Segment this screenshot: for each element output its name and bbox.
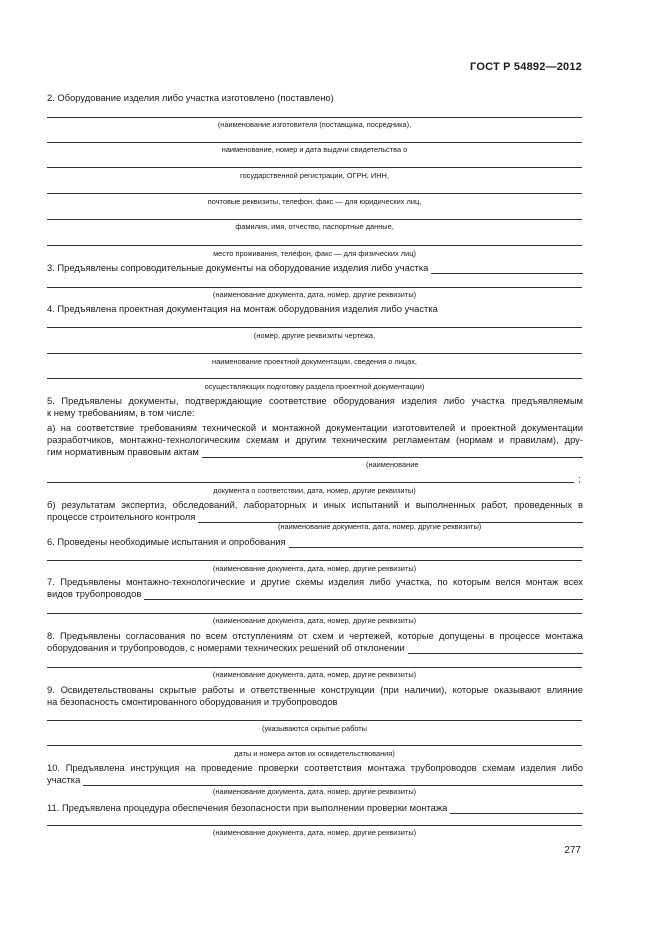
item-7-line-2: видов трубопроводов [47, 588, 142, 599]
item-5a-line-2: разработчиков, монтажно-технологическим схемам и другим техническим регламентам (нормам и правилам), дру- [47, 434, 583, 445]
item-5-line-2: к нему требованиям, в том числе: [47, 407, 195, 418]
fill-line[interactable] [47, 353, 582, 354]
item-2-caption-2: наименование, номер и дата выдачи свидетельства о [221, 145, 408, 154]
item-9-caption-1: (указываются скрытые работы [262, 724, 367, 733]
item-7-caption: (наименование документа, дата, номер, другие реквизиты) [212, 616, 417, 625]
fill-line[interactable] [47, 117, 582, 118]
fill-line[interactable] [47, 482, 574, 483]
item-10-line-2: участка [47, 774, 81, 785]
semicolon: ; [578, 473, 581, 484]
item-8-line-1: 8. Предъявлены согласования по всем отступлениям от схем и чертежей, которые допущены в процессе монтажа [47, 630, 583, 641]
item-6-text: 6. Проведены необходимые испытания и опробования [47, 536, 286, 547]
item-10-caption: (наименование документа, дата, номер, другие реквизиты) [212, 787, 417, 796]
fill-line[interactable] [47, 378, 582, 379]
item-5a-caption-1: (наименование [366, 460, 419, 469]
item-2-text: 2. Оборудование изделия либо участка изготовлено (поставлено) [47, 92, 334, 103]
item-3-row [47, 262, 583, 274]
item-4-caption-1: (номер, другие реквизиты чертежа, [253, 331, 376, 340]
item-2-caption-4: почтовые реквизиты, телефон, факс — для юридических лиц, [207, 197, 422, 206]
item-5a-line-3: гим нормативным правовым актам [47, 446, 199, 457]
item-3-caption: (наименование документа, дата, номер, другие реквизиты) [212, 290, 417, 299]
fill-line[interactable] [408, 645, 583, 654]
fill-line[interactable] [47, 193, 582, 194]
item-2-caption-3: государственной регистрации, ОГРН, ИНН, [240, 171, 389, 180]
item-7-row-2 [47, 588, 583, 600]
fill-line[interactable] [431, 265, 583, 274]
item-5-line-1: 5. Предъявлены документы, подтверждающие соответствие оборудования изделия либо участка предъявляемым [47, 395, 583, 406]
fill-line[interactable] [450, 805, 583, 814]
fill-line[interactable] [47, 167, 582, 168]
item-3-text: 3. Предъявлены сопроводительные документы на оборудование изделия либо участка [47, 262, 429, 273]
fill-line[interactable] [47, 745, 582, 746]
item-2-caption-5: фамилия, имя, отчество, паспортные данные, [235, 222, 394, 231]
fill-line[interactable] [144, 591, 583, 600]
fill-line[interactable] [47, 327, 582, 328]
page-number: 277 [564, 845, 581, 856]
item-11-text: 11. Предъявлена процедура обеспечения безопасности при выполнении проверки монтажа [47, 802, 448, 813]
item-11-caption: (наименование документа, дата, номер, другие реквизиты) [212, 828, 417, 837]
item-7-line-1: 7. Предъявлены монтажно-технологические и другие схемы изделия либо участка, по которым велся монтаж всех [47, 576, 583, 587]
item-4-caption-3: осуществляющих подготовку раздела проектной документации) [204, 382, 425, 391]
fill-line[interactable] [289, 539, 583, 548]
fill-line[interactable] [47, 219, 582, 220]
item-6-row [47, 536, 583, 548]
fill-line[interactable] [47, 142, 582, 143]
fill-line[interactable] [47, 613, 582, 614]
item-2-caption-6: место проживания, телефон, факс — для физических лиц) [213, 249, 416, 258]
fill-line[interactable] [47, 287, 582, 288]
item-5a-row-3 [47, 446, 583, 458]
standard-header: ГОСТ Р 54892—2012 [470, 61, 582, 73]
item-8-line-2: оборудования и трубопроводов, с номерами технических решений об отклонении [47, 642, 405, 653]
item-4-text: 4. Предъявлена проектная документация на монтаж оборудования изделия либо участка [47, 303, 438, 314]
fill-line[interactable] [47, 560, 582, 561]
fill-line[interactable] [202, 449, 583, 458]
item-5a-line-1: а) на соответствие требованиям технической и монтажной документации изготовителей и проектной документации [47, 422, 583, 433]
item-10-row-2 [47, 774, 583, 786]
fill-line[interactable] [47, 825, 582, 826]
fill-line[interactable] [47, 245, 582, 246]
item-4-caption-2: наименование проектной документации, сведения о лицах, [212, 357, 417, 366]
fill-line[interactable] [83, 777, 583, 786]
item-2-caption-1: (наименование изготовителя (поставщика, посредника), [217, 120, 412, 129]
item-9-caption-2: даты и номера актов их освидетельствования) [234, 749, 395, 758]
item-6-caption: (наименование документа, дата, номер, другие реквизиты) [212, 564, 417, 573]
item-8-caption: (наименование документа, дата, номер, другие реквизиты) [212, 670, 417, 679]
item-5a-caption-2: документа о соответствии, дата, номер, другие реквизиты) [213, 486, 416, 495]
item-11-row [47, 802, 583, 814]
item-8-row-2 [47, 642, 583, 654]
item-9-line-1: 9. Освидетельствованы скрытые работы и ответственные конструкции (при наличии), которые оказывают влияние [47, 684, 583, 695]
fill-line[interactable] [47, 720, 582, 721]
item-10-line-1: 10. Предъявлена инструкция на проведение проверки соответствия монтажа трубопроводов схемам изделия либо [47, 762, 583, 773]
item-5b-row-2 [47, 511, 583, 523]
item-5b-caption: (наименование документа, дата, номер, другие реквизиты) [278, 522, 482, 531]
item-5b-line-1: б) результатам экспертиз, обследований, лабораторных и иных испытаний и выполненных работ, проведенных в [47, 499, 583, 510]
item-5b-line-2: процессе строительного контроля [47, 511, 196, 522]
item-9-line-2: на безопасность смонтированного оборудования и трубопроводов [47, 696, 338, 707]
fill-line[interactable] [47, 667, 582, 668]
